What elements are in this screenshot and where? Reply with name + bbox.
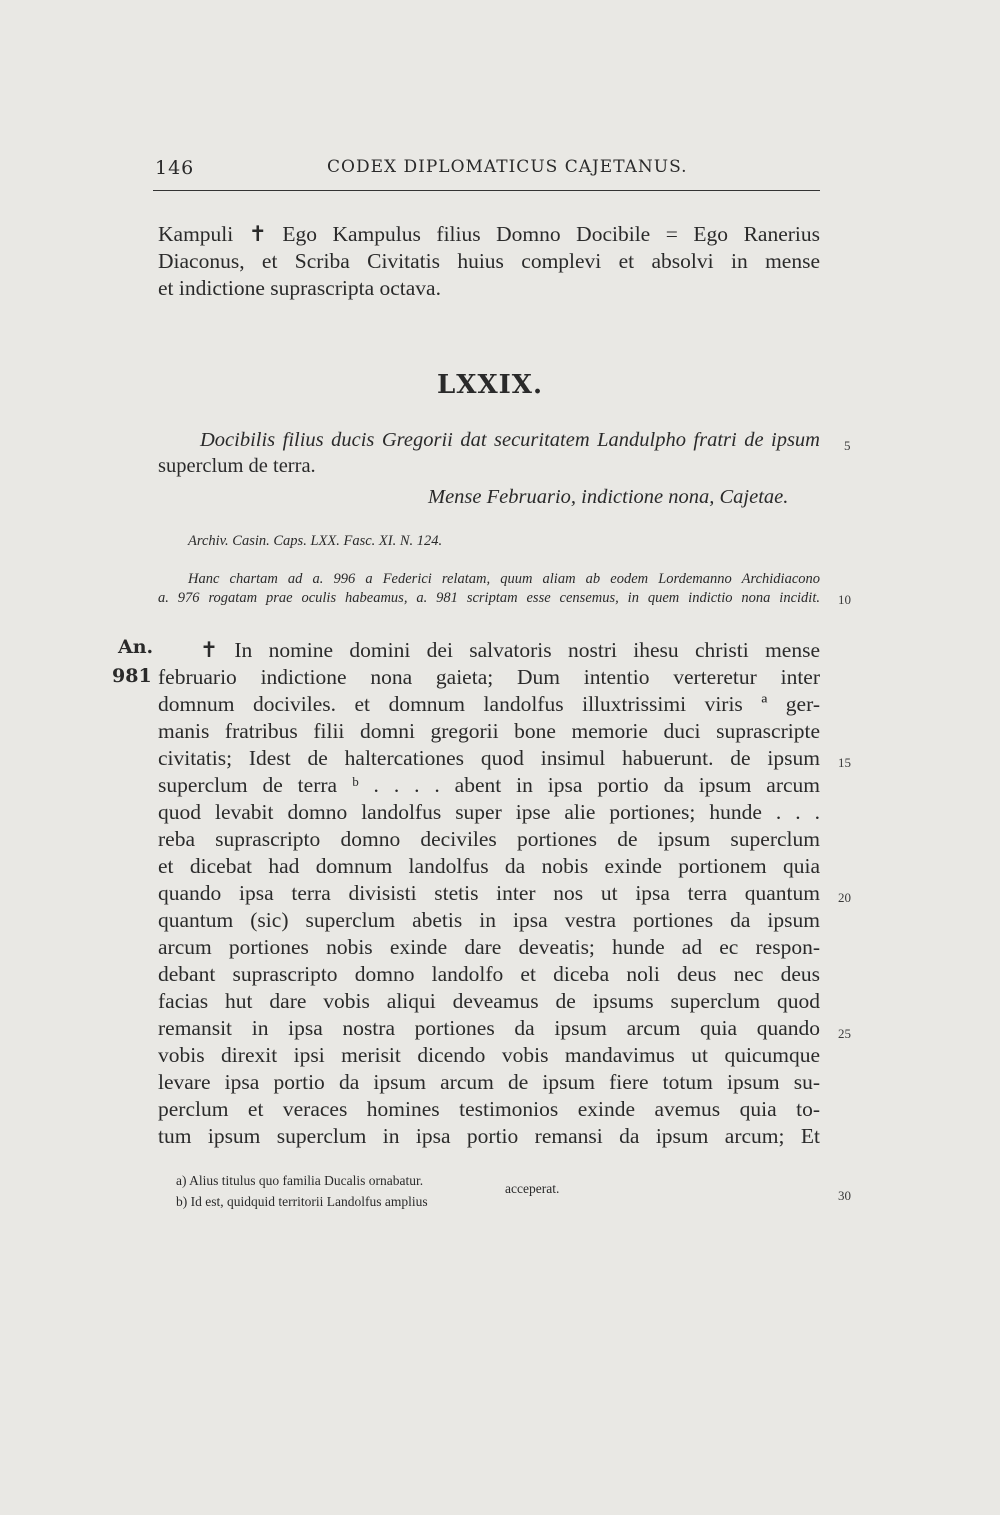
footnote-a: a) Alius titulus quo familia Ducalis ornabatur.	[176, 1173, 424, 1188]
line-number: 20	[838, 890, 851, 905]
body-line: quantum (sic) superclum abetis in ipsa vestra portiones da ipsum	[158, 908, 820, 932]
body-line: quod levabit domno landolfus super ipse alie portiones; hunde . . .	[158, 800, 820, 824]
side-year: 981	[112, 665, 152, 687]
document-number: LXXIX.	[436, 370, 543, 400]
body-line: domnum dociviles. et domnum landolfus illuxtrissimi viris ª ger-	[158, 692, 820, 716]
body-line: tum ipsum superclum in ipsa portio remansi da ipsum arcum; Et	[158, 1124, 820, 1148]
prev-document-line: Kampuli ✝ Ego Kampulus filius Domno Docibile = Ego Ranerius	[158, 222, 820, 246]
archive-reference: Archiv. Casin. Caps. LXX. Fasc. XI. N. 124.	[188, 533, 443, 549]
body-line: arcum portiones nobis exinde dare deveatis; hunde ad ec respon-	[158, 935, 820, 959]
line-number: 15	[838, 755, 851, 770]
body-line: facias hut dare vobis aliqui deveamus de ipsums superclum quod	[158, 989, 820, 1013]
side-label: An.	[118, 636, 154, 658]
body-line: superclum de terra ᵇ . . . . abent in ipsa portio da ipsum arcum	[158, 773, 820, 797]
editorial-note-line: Hanc chartam ad a. 996 a Federici relatam, quum aliam ab eodem Lordemanno Archidiacono	[188, 571, 820, 587]
line-number: 5	[844, 438, 851, 453]
body-line: vobis direxit ipsi merisit dicendo vobis mandavimus ut quicumque	[158, 1043, 820, 1067]
body-line: debant suprascripto domno landolfo et diceba noli deus nec deus	[158, 962, 820, 986]
line-number: 25	[838, 1026, 851, 1041]
body-line: civitatis; Idest de haltercationes quod insimul habuerunt. de ipsum	[158, 746, 820, 770]
body-line: februario indictione nona gaieta; Dum intentio verteretur inter	[158, 665, 820, 689]
page-number: 146	[155, 157, 195, 179]
body-line: perclum et veraces homines testimonios exinde avemus quia to-	[158, 1097, 820, 1121]
running-title: CODEX DIPLOMATICUS CAJETANUS.	[327, 157, 688, 177]
prev-document-line: et indictione suprascripta octava.	[158, 276, 441, 300]
editorial-note-line: a. 976 rogatam prae oculis habeamus, a. 981 scriptam esse censemus, in quem indictio nona incidit.	[158, 590, 820, 606]
body-line: remansit in ipsa nostra portiones da ipsum arcum quia quando	[158, 1016, 820, 1040]
document-summary-line: Docibilis filius ducis Gregorii dat securitatem Landulpho fratri de ipsum	[200, 429, 820, 451]
body-line: quando ipsa terra divisisti stetis inter nos ut ipsa terra quantum	[158, 881, 820, 905]
body-line: levare ipsa portio da ipsum arcum de ipsum fiere totum ipsum su-	[158, 1070, 820, 1094]
footnote-b-continued: acceperat.	[505, 1181, 560, 1196]
body-line: et dicebat had domnum landolfus da nobis exinde portionem quia	[158, 854, 820, 878]
document-summary-line: superclum de terra.	[158, 455, 316, 477]
footnote-b: b) Id est, quidquid territorii Landolfus amplius	[176, 1194, 428, 1209]
body-line: manis fratribus filii domni gregorii bone memorie duci suprascripte	[158, 719, 820, 743]
document-dating: Mense Februario, indictione nona, Cajetae.	[428, 486, 789, 508]
body-line: ✝ In nomine domini dei salvatoris nostri ihesu christi mense	[200, 638, 820, 662]
body-line: reba suprascripto domno deciviles portiones de ipsum superclum	[158, 827, 820, 851]
line-number: 30	[838, 1188, 851, 1203]
prev-document-line: Diaconus, et Scriba Civitatis huius complevi et absolvi in mense	[158, 249, 820, 273]
header-rule	[153, 190, 820, 191]
line-number: 10	[838, 592, 851, 607]
